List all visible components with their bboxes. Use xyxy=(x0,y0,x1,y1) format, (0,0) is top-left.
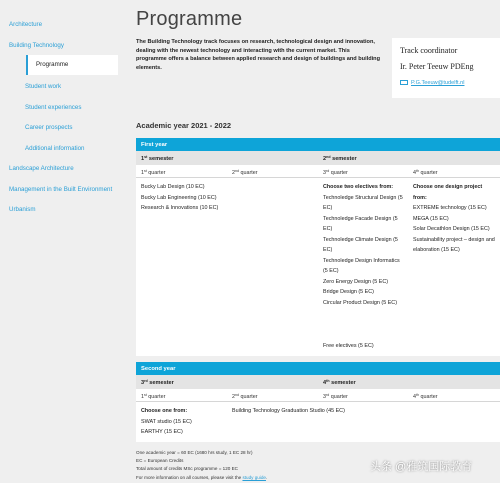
quarter-row xyxy=(136,165,500,178)
semester-1-label: 1st semester xyxy=(141,154,174,162)
quarter-row xyxy=(136,389,500,402)
coordinator-title: Track coordinator xyxy=(400,46,458,55)
coordinator-name: Ir. Peter Teeuw PDEng xyxy=(400,62,474,71)
quarter-1-label: 1st quarter xyxy=(141,392,166,400)
choose-one-heading: Choose one from: xyxy=(141,408,188,414)
list-item: EARTHY (15 EC) xyxy=(141,429,183,435)
sidebar-nav xyxy=(0,0,122,483)
list-item: MEGA (15 EC) xyxy=(413,215,449,222)
free-electives: Free electives (5 EC) xyxy=(323,343,374,349)
list-item: Circular Product Design (5 EC) xyxy=(323,299,397,306)
graduation-studio: Building Technology Graduation Studio (45 EC) xyxy=(232,408,345,414)
electives-heading: Choose two electives from: xyxy=(323,184,394,190)
quarter-1-label: 1st quarter xyxy=(141,168,166,176)
footnote-academic-year: One academic year = 60 EC (1680 hrs study, 1 EC 28 hr) xyxy=(136,450,253,455)
first-year-table xyxy=(136,138,500,356)
sidebar-item-urbanism[interactable]: Urbanism xyxy=(9,206,36,213)
list-item: Zero Energy Design (5 EC) xyxy=(323,278,389,285)
list-item: SWAT studio (15 EC) xyxy=(141,418,192,425)
sidebar-item-landscape-architecture[interactable]: Landscape Architecture xyxy=(9,165,74,172)
coordinator-email: P.G.Teeuw@tudelft.nl xyxy=(411,80,465,86)
semester-3-label: 3rd semester xyxy=(141,378,174,386)
sidebar-item-career-prospects[interactable]: Career prospects xyxy=(25,124,73,131)
quarter-2-label: 2nd quarter xyxy=(232,168,258,176)
footnote-total-credits: Total amount of credits MSc programme = 120 EC xyxy=(136,466,238,472)
design-project-heading: Choose one design project from: xyxy=(413,184,483,201)
sidebar-item-management-built-environment[interactable]: Management in the Built Environment xyxy=(9,186,113,193)
semester-1-courses xyxy=(141,182,311,214)
first-year-header: First year xyxy=(136,138,500,151)
list-item: Bucky Lab Design (10 EC) xyxy=(141,184,205,190)
page-title: Programme xyxy=(136,8,243,30)
sidebar-item-student-experiences[interactable]: Student experiences xyxy=(25,104,82,111)
list-item: EXTREME technology (15 EC) xyxy=(413,205,487,211)
year2-quarter-1-courses xyxy=(141,406,226,438)
quarter-3-courses xyxy=(323,182,405,308)
sidebar-item-architecture[interactable]: Architecture xyxy=(9,21,43,28)
list-item: Bridge Design (5 EC) xyxy=(323,289,374,295)
list-item: Technoledge Structural Design (5 EC) xyxy=(323,194,403,211)
academic-year-heading: Academic year 2021 - 2022 xyxy=(136,121,232,130)
sidebar-item-programme[interactable] xyxy=(26,55,118,75)
list-item: Research & Innovations (10 EC) xyxy=(141,205,219,211)
coordinator-card xyxy=(392,38,500,98)
quarter-3-label: 3rd quarter xyxy=(323,392,348,400)
quarter-2-label: 2nd quarter xyxy=(232,392,258,400)
list-item: Sustainability project – design and elaboration (15 EC) xyxy=(413,236,495,253)
mail-icon xyxy=(400,80,408,85)
second-year-table xyxy=(136,362,500,442)
quarter-4-courses xyxy=(413,182,497,256)
list-item: Technoledge Climate Design (5 EC) xyxy=(323,236,398,253)
footnote-ec: EC = European Credits xyxy=(136,458,184,464)
study-guide-link[interactable]: study guide xyxy=(242,474,266,480)
semester-row xyxy=(136,151,500,165)
sidebar-item-student-work[interactable]: Student work xyxy=(25,83,62,90)
list-item: Technoledge Design Informatics (5 EC) xyxy=(323,257,400,274)
intro-text: The Building Technology track focuses on research, technological design and innovation, dealing with the newest technology and interacting with the current market. This programme offers a balance between applied research and design of buildings and building elements. xyxy=(136,39,380,71)
semester-4-label: 4th semester xyxy=(323,378,356,386)
coordinator-email-link[interactable] xyxy=(400,80,464,86)
list-item: Technoledge Facade Design (5 EC) xyxy=(323,215,398,232)
quarter-3-label: 3rd quarter xyxy=(323,168,348,176)
list-item: Bucky Lab Engineering (10 EC) xyxy=(141,194,217,201)
sidebar-item-additional-information[interactable]: Additional information xyxy=(25,145,85,152)
second-year-header: Second year xyxy=(136,362,500,375)
semester-2-label: 2nd semester xyxy=(323,154,357,162)
list-item: Solar Decathlon Design (15 EC) xyxy=(413,226,490,232)
sidebar-item-label: Programme xyxy=(36,61,69,68)
quarter-4-label: 4th quarter xyxy=(413,392,438,400)
footnote-study-guide: For more information on all courses, please visit the study guide. xyxy=(136,474,268,480)
watermark: 头条 @雅筑国际教育 xyxy=(370,461,473,473)
semester-row xyxy=(136,375,500,389)
quarter-4-label: 4th quarter xyxy=(413,168,438,176)
sidebar-item-building-technology[interactable]: Building Technology xyxy=(9,42,64,49)
